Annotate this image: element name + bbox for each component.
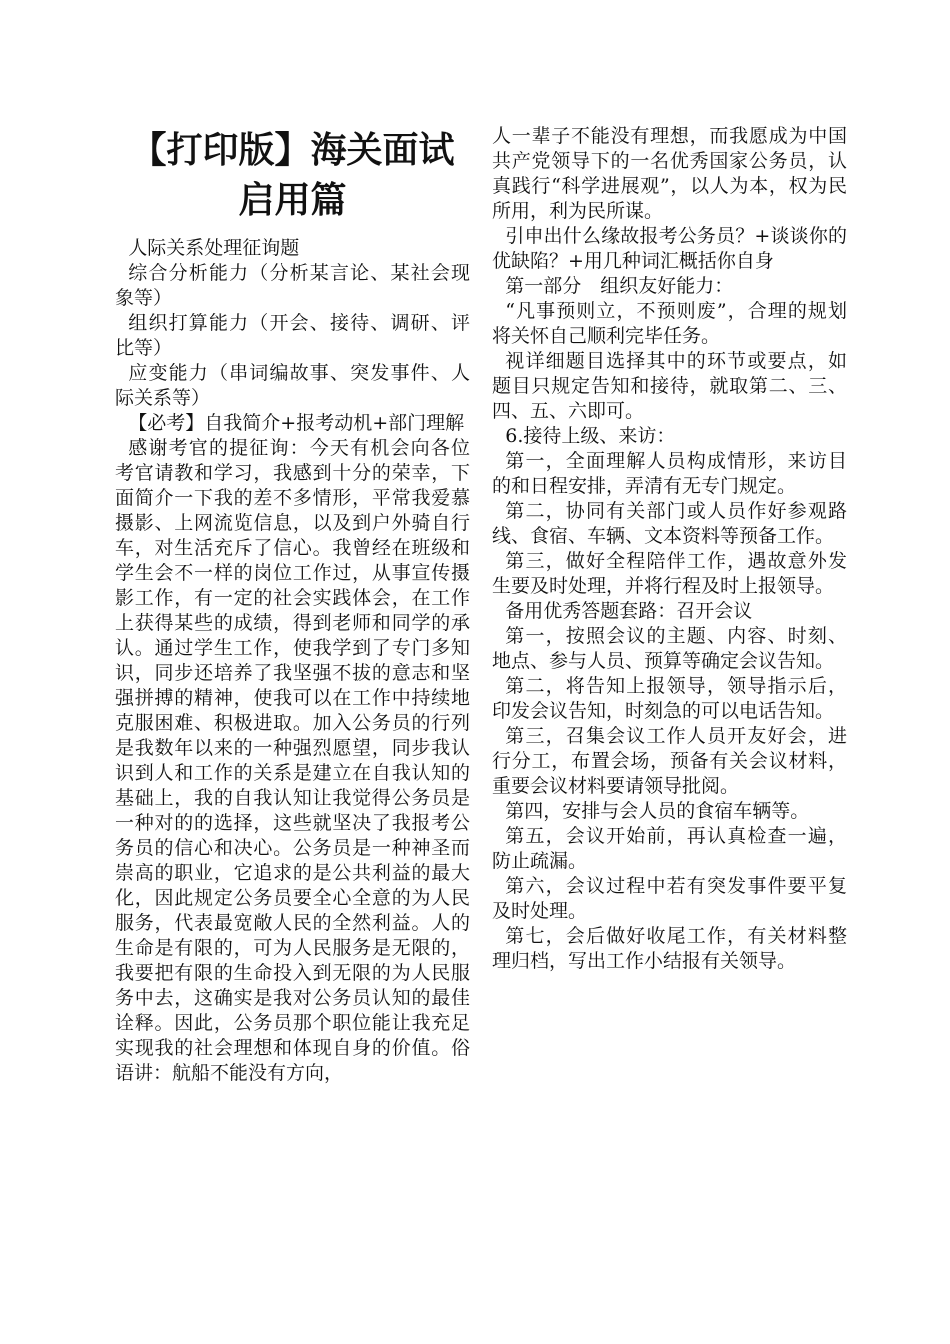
paragraph: 6.接待上级、来访： [505,425,676,447]
paragraph: 应变能力（串词编故事、突发事件、人际关系等） [115,362,470,409]
paragraph: 第二，协同有关部门或人员作好参观路线、食宿、车辆、文本资料等预备工作。 [492,500,847,547]
left-column [115,112,470,1086]
paragraph: 第七，会后做好收尾工作，有关材料整理归档，写出工作小结报有关领导。 [492,925,847,972]
title-line-2: 启用篇 [238,180,347,221]
paragraph: 第五，会议开始前，再认真检查一遍，防止疏漏。 [492,825,847,872]
paragraph: 人际关系处理征询题 [128,237,300,259]
paragraph: 第二，将告知上报领导，领导指示后，印发会议告知，时刻急的可以电话告知。 [492,675,847,722]
paragraph: 感谢考官的提征询：今天有机会向各位考官请教和学习，我感到十分的荣幸，下面简介一下我的差不多情形，平常我爱慕摄影、上网流览信息，以及到户外骑自行车，对生活充斥了信心。我曾经在班级和学生会不一样的岗位工作过，从事宣传摄影工作，有一定的社会实践体会，在工作上获得某些的成绩，得到老师和同学的承认。通过学生工作，使我学到了专门多知识，同步还培养了我坚强不拔的意志和坚强拼搏的精神，使我可以在工作中持续地克服困难、积极进取。加入公务员的行列是我数年以来的一种强烈愿望，同步我认识到人和工作的关系是建立在自我认知的基础上，我的自我认知让我觉得公务员是一种对的的选择，这些就坚决了我报考公务员的信心和决心。公务员是一种神圣而崇高的职业，它追求的是公共利益的最大化，因此规定公务员要全心全意的为人民服务，代表最宽敞人民的全然利益。人的生命是有限的，可为人民服务是无限的，我要把有限的生命投入到无限的为人民服务中去，这确实是我对公务员认知的最佳诠释。因此，公务员那个职位能让我充足实现我的社会理想和体现自身的价值。俗语讲：航船不能没有方向， [115,437,470,1084]
paragraph: 引申出什么缘故报考公务员？+谈谈你的优缺陷？+用几种词汇概括你自身 [492,225,847,272]
paragraph: 第六，会议过程中若有突发事件要平复及时处理。 [492,875,847,922]
document-title [115,126,470,226]
paragraph: 视详细题目选择其中的环节或要点，如题目只规定告知和接待，就取第二、三、四、五、六即可。 [492,350,847,422]
paragraph: 第四，安排与会人员的食宿车辆等。 [505,800,810,822]
paragraph: 第一部分 组织友好能力： [505,275,734,297]
paragraph: 第三，召集会议工作人员开友好会，进行分工，布置会场，预备有关会议材料，重要会议材料要请领导批阅。 [492,725,847,797]
paragraph: “凡事预则立，不预则废”，合理的规划将关怀自己顺利完毕任务。 [492,300,847,347]
paragraph: 人一辈子不能没有理想，而我愿成为中国共产党领导下的一名优秀国家公务员，认真践行“科学进展观”，以人为本，权为民所用，利为民所谋。 [492,125,847,222]
paragraph: 备用优秀答题套路：召开会议 [505,600,753,622]
paragraph: 第一，按照会议的主题、内容、时刻、地点、参与人员、预算等确定会议告知。 [492,625,847,672]
paragraph: 综合分析能力（分析某言论、某社会现象等） [115,262,470,309]
paragraph: 【必考】自我简介+报考动机+部门理解 [128,412,465,434]
title-line-1: 【打印版】海关面试 [130,130,455,171]
paragraph: 第三，做好全程陪伴工作，遇故意外发生要及时处理，并将行程及时上报领导。 [492,550,847,597]
paragraph: 组织打算能力（开会、接待、调研、评比等） [115,312,470,359]
paragraph: 第一，全面理解人员构成情形，来访目的和日程安排，弄清有无专门规定。 [492,450,847,497]
right-column [492,124,847,974]
